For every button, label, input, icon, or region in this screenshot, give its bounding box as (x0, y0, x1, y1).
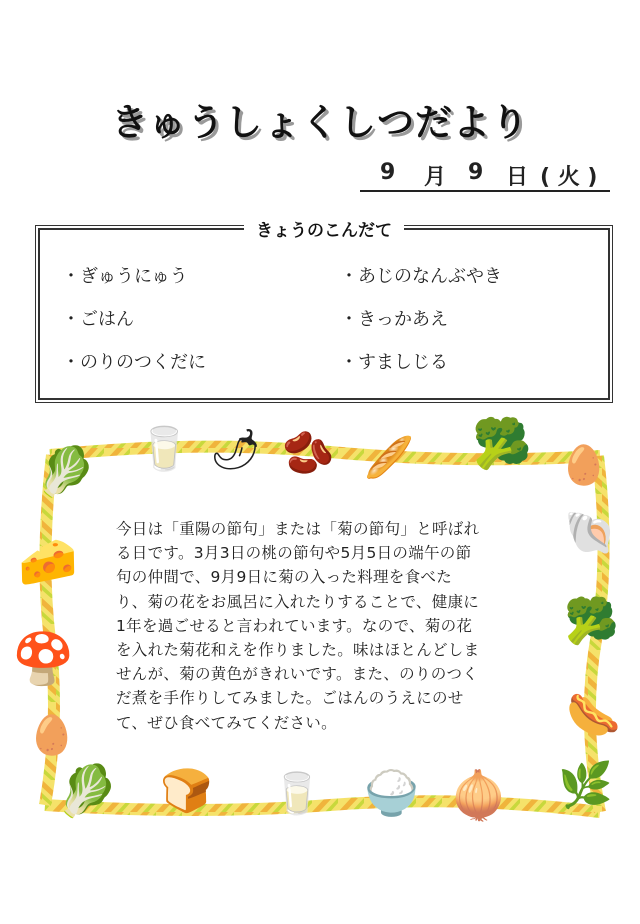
date-day-number: 9 (468, 160, 484, 185)
message-line: を入れた菊花和えを作りました。味はほとんどしま (116, 641, 480, 660)
rice-bowl-icon: 🍚 (364, 768, 419, 819)
toast-icon: 🍞 (160, 766, 213, 815)
menu-item-rice: ・ごはん (62, 309, 134, 330)
date-month-label: 月 (424, 165, 447, 190)
egg-icon: 🥚 (560, 443, 608, 487)
menu-item-horse-mackerel: ・あじのなんぶやき (340, 266, 502, 287)
natto-icon: 🫘 (282, 428, 335, 477)
message-line: 今日は「重陽の節句」または「菊の節句」と呼ばれ (116, 520, 480, 538)
message-line: だ煮を手作りしてみました。ごはんのうえにのせ (116, 689, 464, 708)
mushroom-icon: 🍄 (12, 630, 75, 688)
onion-icon: 🧅 (450, 768, 508, 822)
milk-bottle-icon: 🥛 (138, 424, 191, 473)
asparagus-icon: 🌿 (558, 760, 613, 811)
message-body (116, 517, 528, 735)
bread-icon: 🥖 (364, 435, 414, 481)
date-weekday: ( 火 ) (540, 165, 598, 190)
quail-egg-icon: 🥚 (28, 713, 76, 757)
broccoli-icon: 🥦 (472, 416, 532, 472)
cabbage-icon: 🥬 (56, 762, 119, 820)
clam-icon: 🐚 (564, 508, 617, 557)
ribbon-bottom (45, 801, 600, 812)
menu-item-clear-soup: ・すましじる (340, 352, 448, 373)
menu-item-nori-tsukudani: ・のりのつくだに (62, 352, 206, 373)
menu-item-milk: ・ぎゅうにゅう (62, 266, 188, 287)
sausage-icon: 🌭 (566, 690, 621, 741)
cheese-icon: 🧀 (18, 534, 78, 590)
cauliflower-icon: 🥦 (564, 596, 619, 647)
message-line: る日です。3月3日の桃の節句や5月5日の端午の節 (116, 544, 472, 563)
menu-heading-text: きょうのこんだて (244, 221, 404, 241)
message-line: り、菊の花をお風呂に入れたりすることで、健康に (116, 592, 480, 611)
message-line: せんが、菊の黄色がきれいです。また、のりのつく (116, 665, 479, 684)
date-day-label: 日 (506, 165, 529, 190)
menu-item-kikka-ae: ・きっかあえ (340, 309, 448, 330)
chinese-cabbage-icon: 🥬 (36, 444, 96, 500)
yogurt-icon: 🥛 (272, 771, 322, 817)
message-line: 1年を過ごせると言われています。なので、菊の花 (116, 616, 473, 635)
message-line: て、ぜひ食べてみてください。 (116, 713, 337, 732)
message-line: 句の仲間で、9月9日に菊の入った料理を食べた (116, 568, 453, 587)
page-title: きゅうしょくしつだより (111, 101, 529, 144)
date-month-number: 9 (380, 160, 396, 185)
okra-icon: 🌶 (210, 427, 261, 473)
